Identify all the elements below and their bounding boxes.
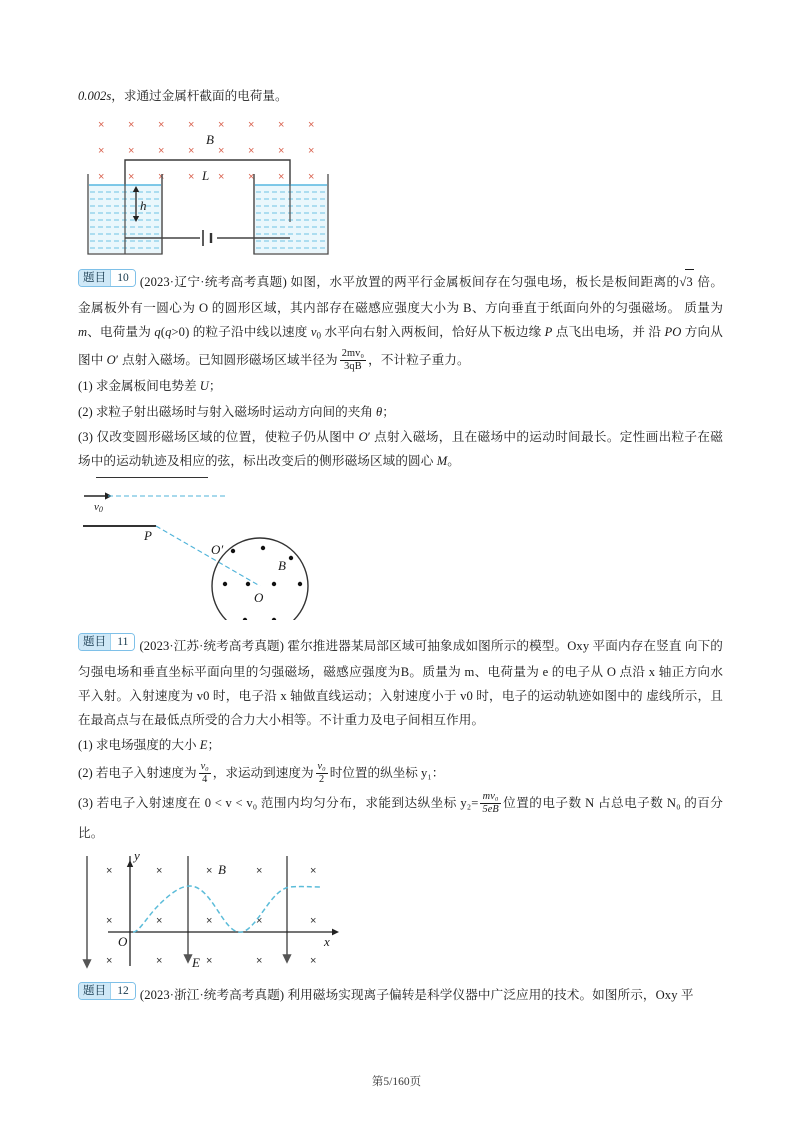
y-axis-arrow — [127, 860, 133, 867]
svg-text:×: × — [98, 145, 105, 157]
question-11 — [78, 634, 723, 969]
circular-field-region — [212, 538, 308, 620]
label-y-axis: y — [134, 853, 140, 863]
question-10-line5: ，不计粒子重力。 — [368, 352, 470, 367]
question-10-sub-3: (3) 仅改变圆形磁场区域的位置，使粒子仍从图中 O′ 点射入磁场，且在磁场中的运动时间最长。定性画出粒子在磁场中的运动轨迹及相应的弦，标出改变后的侧形磁场区域的圆心 M。 — [78, 429, 723, 468]
figure-rail-container — [78, 112, 723, 257]
question-10-body — [78, 269, 723, 373]
svg-text:×: × — [310, 954, 317, 967]
question-11-sub-1: (1) 求电场强度的大小 E； — [78, 737, 221, 752]
svg-text:×: × — [158, 145, 165, 157]
badge-number: 11 — [110, 634, 134, 650]
question-12 — [78, 983, 723, 1009]
field-out-of-page-dots — [223, 545, 302, 619]
magnetic-field-crosses-into-page — [106, 865, 316, 967]
svg-text:×: × — [248, 171, 255, 183]
fraction-v0-over-2: $\frac{\text{v₀}}{2}$ — [317, 761, 326, 786]
question-10-sub-2: (2) 求粒子射出磁场时与射入磁场时运动方向间的夹角 θ； — [78, 404, 395, 419]
question-10 — [78, 269, 723, 620]
svg-text:×: × — [310, 914, 317, 927]
svg-text:×: × — [188, 119, 195, 131]
sub2-prefix: (2) 若电子入射速度为 — [78, 765, 197, 780]
svg-text:×: × — [278, 171, 285, 183]
question-12-source: (2023·浙江·统考高考真题) — [139, 987, 285, 1002]
question-10-line1: 如图，水平放置的两平行金属板间存在匀强电场，板长是板间距离的 — [290, 275, 680, 289]
question-10-line3: 质量为 m、电荷量为 q(q>0) 的粒子沿中线以速度 $v_0$ 水平向右射入两板间，恰好从下板边缘 P 点飞出电场，并 — [78, 301, 724, 341]
svg-text:×: × — [308, 119, 315, 131]
badge-label: 题目 — [79, 634, 110, 650]
badge-label: 题目 — [79, 270, 110, 286]
question-10-source: (2023·辽宁·统考高考真题) — [139, 275, 287, 289]
label-B-field: B — [206, 132, 214, 147]
svg-text:×: × — [106, 914, 113, 927]
svg-text:×: × — [188, 145, 195, 157]
svg-text:×: × — [206, 914, 213, 927]
label-origin-O: O — [118, 933, 128, 949]
svg-text:×: × — [156, 954, 163, 967]
figure-plates-circle-container — [78, 480, 723, 620]
badge-label: 题目 — [79, 983, 110, 999]
svg-text:×: × — [278, 145, 285, 157]
svg-text:×: × — [188, 171, 195, 183]
figure-cycloid-svg — [78, 854, 368, 969]
line-PO — [156, 526, 260, 586]
page-content — [78, 86, 723, 1009]
liquid-right — [255, 185, 327, 253]
question-10-sub-1: (1) 求金属板间电势差 U； — [78, 378, 222, 393]
question-11-body — [78, 634, 723, 732]
svg-text:×: × — [128, 145, 135, 157]
svg-text:×: × — [206, 954, 213, 967]
svg-text:×: × — [158, 171, 165, 183]
figure-plates-circle-svg — [78, 480, 328, 620]
question-badge-11[interactable] — [78, 633, 135, 659]
badge-number: 10 — [110, 270, 135, 286]
sub2-suffix: 时位置的纵坐标 y₁： — [329, 765, 445, 780]
svg-text:×: × — [248, 145, 255, 157]
question-11-line2: 向下的匀强电场和垂直坐标平面向里的匀强磁场，磁感应强度为B。质量为 m、电荷量为 e 的电子从 O 点沿 x — [78, 638, 723, 679]
question-badge-10[interactable] — [78, 269, 136, 295]
figure-rail-svg — [78, 112, 338, 257]
question-10-line2: 倍。金属板外有一圆心为 O 的圆形区域，其内部存在磁感应强度大小为 B、方向垂直于纸面向外的匀强磁场。 — [78, 275, 724, 316]
battery-symbol — [203, 230, 211, 246]
svg-text:×: × — [308, 171, 315, 183]
svg-text:×: × — [256, 914, 263, 927]
svg-text:×: × — [98, 119, 105, 131]
svg-text:×: × — [106, 864, 113, 877]
sub3-suffix: 位置的电子数 N 占总电子数 — [502, 795, 664, 810]
page-footer: 第5/160页 — [371, 1076, 422, 1088]
figure-cycloid-container — [78, 854, 723, 969]
question-11-line1: 霍尔推进器某局部区域可抽象成如图所示的模型。Oxy 平面内存在竖直 — [287, 638, 682, 653]
svg-text:×: × — [218, 119, 225, 131]
question-10-line4: 沿 PO 方向从图中 O′ 点射入磁场。已知圆形磁场区域半径为 — [78, 325, 724, 367]
question-11-line3: 轴正方向水平入射。入射速度为 v0 时，电子沿 x 轴做直线运动；入射速度小于 v0 时，电子的运动轨迹如图中的 — [78, 664, 724, 703]
radius-fraction: $\frac{\text{2mv₀}}{3qB}$ — [341, 348, 365, 372]
question-11-source: (2023·江苏·统考高考真题) — [139, 638, 285, 653]
svg-text:×: × — [158, 119, 165, 131]
label-h: h — [140, 198, 147, 213]
svg-text:×: × — [128, 171, 135, 183]
continued-question-text: 0.002s，求通过金属杆截面的电荷量。 — [78, 89, 288, 103]
fraction-mv0-over-5eB: $\frac{\text{mv₀}}{5eB}$ — [482, 791, 499, 816]
label-P: P — [144, 527, 152, 543]
svg-text:×: × — [218, 145, 225, 157]
question-11-sub-2 — [78, 758, 723, 788]
svg-text:×: × — [106, 954, 113, 967]
fraction-v0-over-4: $\frac{\text{v₀}}{4}$ — [200, 761, 209, 786]
x-axis-arrow — [332, 928, 339, 935]
svg-text:×: × — [256, 954, 263, 967]
velocity-arrow-v0 — [84, 492, 112, 499]
svg-text:×: × — [98, 171, 105, 183]
sub3-tail: N₀ 的百分比。 — [78, 795, 724, 840]
svg-text:×: × — [308, 145, 315, 157]
svg-text:×: × — [128, 119, 135, 131]
question-badge-12[interactable] — [78, 982, 136, 1008]
label-O-centre: O — [254, 589, 264, 605]
upper-plate-rule — [96, 477, 208, 478]
svg-text:×: × — [278, 119, 285, 131]
label-E-field: E — [192, 954, 200, 969]
label-x-axis: x — [324, 933, 330, 949]
svg-text:×: × — [156, 864, 163, 877]
svg-text:×: × — [156, 914, 163, 927]
label-B-into-page: B — [218, 861, 226, 877]
svg-text:×: × — [248, 119, 255, 131]
label-v0: v0 — [94, 500, 103, 514]
sub2-mid: ，求运动到速度为 — [212, 765, 314, 780]
question-11-sub-3 — [78, 788, 723, 848]
svg-text:×: × — [218, 171, 225, 183]
label-L-rod: L — [202, 168, 210, 183]
svg-text:×: × — [256, 864, 263, 877]
question-12-body — [78, 983, 723, 1009]
label-B-circle: B — [278, 557, 286, 573]
sqrt-three: √3 — [679, 275, 693, 289]
svg-text:×: × — [206, 864, 213, 877]
label-O-prime: O′ — [211, 541, 224, 557]
sub3-prefix: (3) 若电子入射速度在 0 < v < v₀ 范围内均匀分布，求能到达纵坐标 y₂= — [78, 795, 479, 810]
question-11-line4: 虚线所示，且在最高点与在最低点所受的合力大小相等。不计重力及电子间相互作用。 — [78, 688, 723, 727]
question-12-line1: 利用磁场实现离子偏转是科学仪器中广泛应用的技术。如图所示，Oxy 平 — [287, 987, 694, 1002]
svg-text:×: × — [310, 864, 317, 877]
badge-number: 12 — [110, 983, 135, 999]
